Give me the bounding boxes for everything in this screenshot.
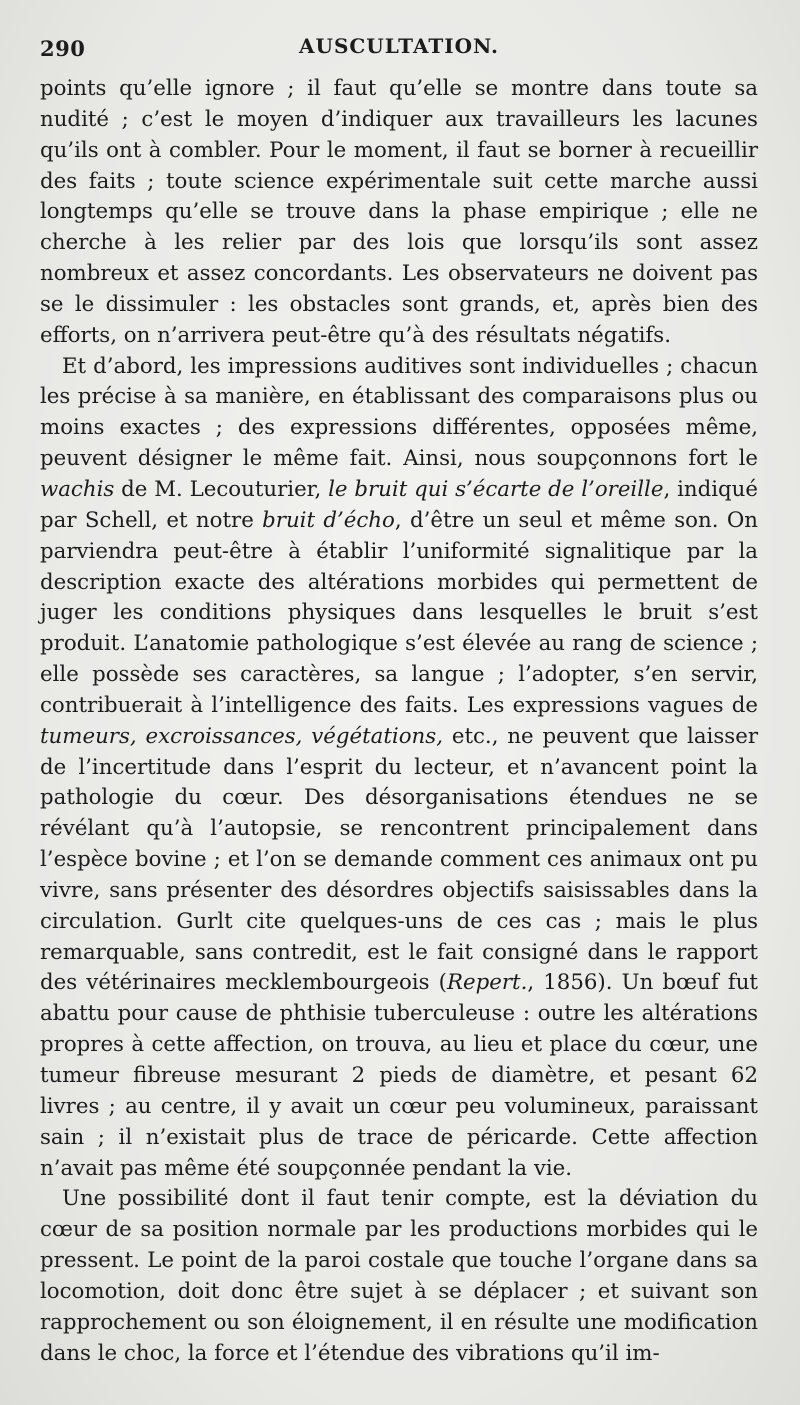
italic-text: le bruit qui s’écarte de l’oreille — [328, 476, 664, 502]
body-text — [40, 74, 758, 1369]
running-head — [40, 28, 758, 74]
page-number: 290 — [40, 36, 86, 61]
italic-text: tumeurs, excroissances, végétations, — [40, 723, 443, 749]
paragraph — [40, 74, 758, 352]
text-run: Une possibilité dont il faut tenir compte, est la déviation du cœur de sa position normale par les productions morbides qui le pressent. Le point de la paroi costale que touche l’organe dans sa locomotion, doit donc être sujet à se déplacer ; et suivant son rapprochement ou son éloignement, il en résulte une modification dans le choc, la force et l’étendue des vibrations qu’il im- — [40, 1186, 758, 1366]
text-run: de M. Lecouturier, — [114, 476, 329, 502]
text-run: , d’être un seul et même son. On parviendra peut-être à établir l’uniformité signalitique par la description exacte des altérations morbides qui permettent de juger les conditions physiques dans lesquelles le bruit s’est produit. L’anatomie pathologique s’est élevée au rang de science ; elle possède ses caractères, sa langue ; l’adopter, s’en servir, contribuerait à l’intelligence des faits. Les expressions vagues de — [40, 507, 759, 718]
text-run: points qu’elle ignore ; il faut qu’elle se montre dans toute sa nudité ; c’est le moyen d’indiquer aux travailleurs les lacunes qu’ils ont à combler. Pour le moment, il faut se borner à recueillir des faits ; toute science expérimentale suit cette marche aussi longtemps qu’elle se trouve dans la phase empirique ; elle ne cherche à les relier par des lois que lorsqu’ils sont assez nombreux et assez concordants. Les observateurs ne doivent pas se le dissimuler : les obstacles sont grands, et, après bien des efforts, on n’arrivera peut-être qu’à des résultats négatifs. — [40, 76, 758, 348]
text-run: , 1856). Un bœuf fut abattu pour cause de phthisie tuberculeuse : outre les altérations propres à cette affection, on trouva, au lieu et place du cœur, une tumeur fibreuse mesurant 2 pieds de diamètre, et pesant 62 livres ; au centre, il y avait un cœur peu volumineux, paraissant sain ; il n’existait plus de trace de péricarde. Cette affection n’avait pas même été soupçonnée pendant la vie. — [40, 970, 758, 1181]
paragraph — [40, 352, 758, 1185]
running-title: AUSCULTATION. — [298, 34, 500, 58]
paragraph — [40, 1184, 758, 1369]
italic-text: Repert. — [446, 970, 528, 996]
text-run: etc., ne peuvent que laisser de l’incertitude dans l’esprit du lecteur, et n’avancent point la pathologie du cœur. Des désorganisations étendues ne se révélant qu’à l’autopsie, se rencontrent principalement dans l’espèce bovine ; et l’on se demande comment ces animaux ont pu vivre, sans présenter des désordres objectifs saisissables dans la circulation. Gurlt cite quelques-uns de ces cas ; mais le plus remarquable, sans contredit, est le fait consigné dans le rapport des vétérinaires mecklembourgeois ( — [40, 723, 759, 996]
text-run: Et d’abord, les impressions auditives sont individuelles ; chacun les précise à sa manière, en établissant des comparaisons plus ou moins exactes ; des expressions différentes, opposées même, peuvent désigner le même fait. Ainsi, nous soupçonnons fort le — [40, 353, 758, 472]
text-run: , indiqué par Schell, et notre — [40, 476, 758, 533]
italic-text: bruit d’écho — [262, 507, 395, 533]
italic-text: wachis — [40, 476, 115, 502]
